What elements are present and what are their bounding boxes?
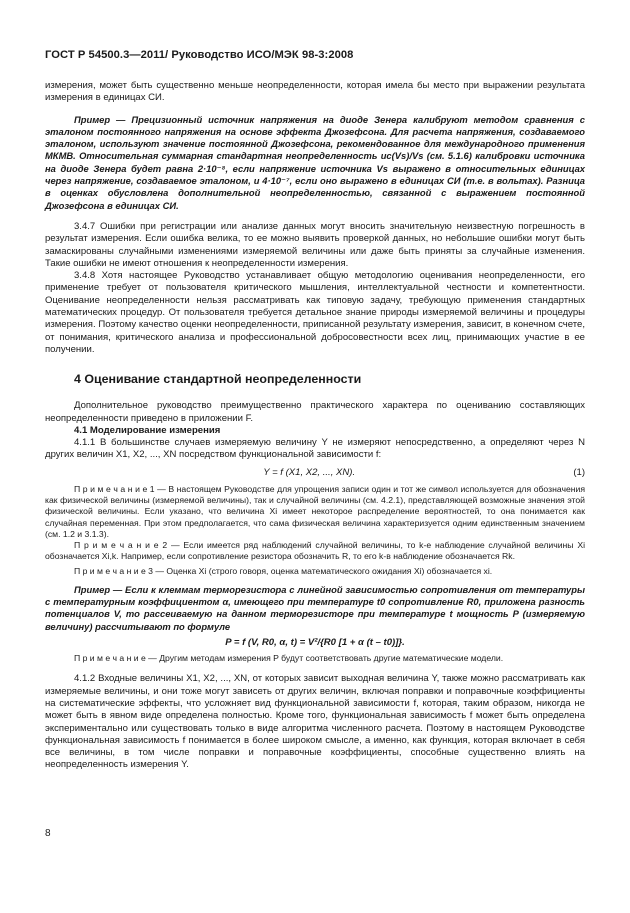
section-4-heading: 4 Оценивание стандартной неопределенности: [74, 372, 362, 387]
paragraph-continuation: измерения, может быть существенно меньше неопределенности, которая имела бы место при выражении результата измерения в единицах СИ.: [45, 80, 585, 104]
section-4-intro: Дополнительное руководство преимущественно практического характера по оцениванию составляющих неопределенности приведено в приложении F.: [45, 400, 585, 424]
subsection-4-1-heading: 4.1 Моделирование измерения: [74, 424, 221, 436]
note-2: П р и м е ч а н и е 2 — Если имеется ряд наблюдений случайной величины, то k-е наблюдение случайной величины Xi обозначается Xi,k. Например, если сопротивление резистора обозначить R, то его k-в наблюдение обозначается Rk.: [45, 540, 585, 562]
note-1: П р и м е ч а н и е 1 — В настоящем Руководстве для упрощения записи один и тот же символ используется для обозначения как физической величины (измеряемой величины), так и случайной величины (см. 4.2.1), представляющей возможные значения этой физической величины. Если указано, что величина Xi имеет некоторое распределение вероятностей, то она понимается как случайная переменная. При этом предполагается, что сама физическая величина характеризуется одним единственным значением (см. 1.2 и 3.1.3).: [45, 484, 585, 539]
paragraph-4-1-2: 4.1.2 Входные величины X1, X2, ..., XN, от которых зависит выходная величина Y, также можно рассматривать как измеряемые величины, и они тоже могут зависеть от других величин, включая поправки и поправочные коэффициенты на систематические эффекты, что усложняет вид функциональной зависимости f, которая, таким образом, никогда не может быть в явном виде определена полностью. Кроме того, функциональная зависимость f может быть определена экспериментально или существовать только в виде алгоритма численного расчета. Поэтому в настоящем Руководстве функциональная зависимость f понимается в более широком смысле, а именно, как функция, которая включает в себя все величины, в том числе поправки и поправочные коэффициенты, способные существенно влиять на неопределенность измерения Y.: [45, 673, 585, 771]
page-header: ГОСТ Р 54500.3—2011/ Руководство ИСО/МЭК 98-3:2008: [45, 49, 354, 61]
note-4: П р и м е ч а н и е — Другим методам измерения P будут соответствовать другие математические модели.: [74, 653, 504, 664]
example-thermistor: Пример — Если к клеммам терморезистора с линейной зависимостью сопротивления от температуры с температурным коэффициентом α, имеющего при температуре t0 сопротивление R0, приложена разность потенциалов V, то рассеиваемую на данном терморезисторе при температуре t мощность P (измеряемую величину) рассчитывают по формуле: [45, 583, 585, 632]
paragraph-3-4-7: 3.4.7 Ошибки при регистрации или анализе данных могут вносить значительную неизвестную погрешность в результат измерения. Если ошибка велика, то ее можно выявить проверкой данных, но небольшие ошибки могут быть замаскированы случайными изменениями измеряемой величины или даже быть приняты за случайные изменения. Такие ошибки не имеют отношения к неопределенности измерения.: [45, 220, 585, 269]
formula-1-number: (1): [573, 466, 585, 478]
example-josephson: Пример — Прецизионный источник напряжения на диоде Зенера калибруют методом сравнения с эталоном постоянного напряжения на основе эффекта Джозефсона. Для расчета напряжения, создаваемого эталоном, используют значение постоянной Джозефсона, рекомендованное для международного применения МКМВ. Относительная суммарная стандартная неопределенность uc(Vs)/Vs (см. 5.1.6) калибровки источника на диоде Зенера будет равна 2·10⁻⁸, если напряжение источника Vs выражено в относительных единицах через напряжение, создаваемое эталоном, и 4·10⁻⁷, если оно выражено в единицах СИ (т.е. в вольтах). Разница в оценках обусловлена дополнительной неопределенностью, связанной с выражением постоянной Джозефсона в единицах СИ.: [45, 113, 585, 211]
formula-1-line: [45, 467, 585, 479]
paragraph-4-1-1: 4.1.1 В большинстве случаев измеряемую величину Y не измеряют непосредственно, а определяют через N других величин X1, X2, ..., XN посредством функциональной зависимости f:: [45, 437, 585, 461]
formula-2: P = f (V, R0, α, t) = V²/{R0 [1 + α (t – t0)]}.: [225, 636, 405, 648]
note-3: П р и м е ч а н и е 3 — Оценка Xi (строго говоря, оценка математического ожидания Xi) обозначается xi.: [74, 566, 493, 577]
page-content: [45, 80, 585, 772]
paragraph-3-4-8: 3.4.8 Хотя настоящее Руководство устанавливает общую методологию оценивания неопределенности, его применение требует от пользователя критического мышления, интеллектуальной честности и компетентности. Оценивание неопределенности нельзя рассматривать как типовую задачу, требующую применения стандартных математических процедур. От пользователя требуется детальное знание природы измеряемой величины и процедуры измерения. Поэтому качество оценки неопределенности, приписанной результату измерения, зависит, в конечном счете, от понимания, критического анализа и профессиональной добросовестности всех лиц, принимающих участие в ее получении.: [45, 270, 585, 355]
formula-1: Y = f (X1, X2, ..., XN).: [263, 466, 356, 478]
page-number: 8: [45, 828, 51, 839]
